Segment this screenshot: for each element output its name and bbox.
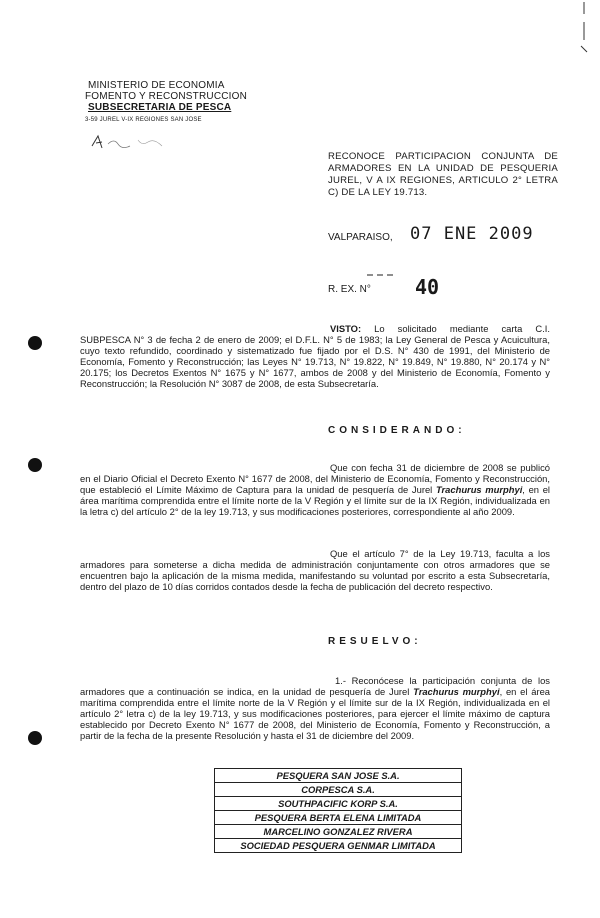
visto-text: Lo solicitado mediante carta C.I. SUBPESCA N° 3 de fecha 2 de enero de 2009; el D.F.L. N° 5 de 1983; la Ley General de Pesca y Acuicultura, cuyo texto refundido, coordinado y sistematizado fue fijado por el D.S. N° 430 de 1991, del Ministerio de Economía, Fomento y Reconstrucción; las Leyes N° 19.713, N° 19.822, N° 19.849, N° 19.880, N° 20.174 y N° 20.175; los Decretos Exentos N° 1675 y N° 1677, ambos de 2008 y del Ministerio de Economía, Fomento y Reconstrucción; la Resolución N° 3087 de 2008, de esta Subsecretaría. [80,323,550,389]
table-row [215,769,462,783]
considerando-heading: CONSIDERANDO: [328,425,466,436]
date-stamp: 07 ENE 2009 [410,224,534,244]
number-stamp-marks [365,270,405,280]
company-name: SOCIEDAD PESQUERA GENMAR LIMITADA [215,839,462,853]
resolution-title: RECONOCE PARTICIPACION CONJUNTA DE ARMADORES EN LA UNIDAD DE PESQUERIA JUREL, V A IX REGIONES, ARTICULO 2° LETRA C) DE LA LEY 19.713. [328,151,558,198]
table-row [215,825,462,839]
resolution-label: R. EX. N° [328,284,371,295]
handwritten-initials [88,132,178,154]
place: VALPARAISO, [328,232,393,243]
table-row [215,839,462,853]
visto-paragraph [80,323,550,389]
species-name: Trachurus murphyi [413,686,500,697]
visto-label: VISTO: [330,323,362,334]
company-name: PESQUERA BERTA ELENA LIMITADA [215,811,462,825]
table-row [215,783,462,797]
punch-hole-bottom [28,731,42,745]
issuer-header [85,80,247,126]
file-reference: 3-59 JUREL V-IX REGIONES SAN JOSE [85,117,202,123]
considerando-paragraph-2: Que el artículo 7° de la Ley 19.713, faculta a los armadores para someterse a dicha medida de administración conjuntamente con otros armadores que se encuentren bajo la aplicación de la misma medida, manifestando su voluntad por escrito a esta Subsecretaría, dentro del plazo de 10 días corridos contados desde la fecha de publicación del decreto respectivo. [80,548,550,592]
resolution-number: 40 [415,275,440,299]
subsecretaria-name: SUBSECRETARIA DE PESCA [88,102,232,113]
companies-table [214,768,462,853]
table-row [215,811,462,825]
punch-hole-top [28,336,42,350]
punch-hole-middle [28,458,42,472]
resuelvo-paragraph-1: 1.- Reconócese la participación conjunta de los armadores que a continuación se indica, en la unidad de pesquería de Jurel Trachurus murphyi, en el área marítima comprendida entre el límite norte de la V Región y el límite sur de la IX Región, individualizada en el artículo 2° letra c) de la ley 19.713, y sus modificaciones posteriores, para ejercer el límite máximo de captura establecido por Decreto Exento N° 1677 de 2008, del Ministerio de Economía, Fomento y Reconstrucción, a partir de la fecha de la presente Resolución y hasta el 31 de diciembre del 2009. [80,675,550,741]
company-name: CORPESCA S.A. [215,783,462,797]
table-row [215,797,462,811]
company-name: PESQUERA SAN JOSE S.A. [215,769,462,783]
ministry-subname: FOMENTO Y RECONSTRUCCION [85,91,248,102]
company-name: MARCELINO GONZALEZ RIVERA [215,825,462,839]
resuelvo-heading: RESUELVO: [328,636,422,647]
ministry-name: MINISTERIO DE ECONOMIA [88,80,225,91]
margin-marks [578,0,598,60]
company-name: SOUTHPACIFIC KORP S.A. [215,797,462,811]
species-name: Trachurus murphyi [435,484,523,495]
considerando-paragraph-1: Que con fecha 31 de diciembre de 2008 se publicó en el Diario Oficial el Decreto Exento N° 1677 de 2008, del Ministerio de Economía, Fomento y Reconstrucción, que estableció el Límite Máximo de Captura para la unidad de pesquería de Jurel Trachurus murphyi, en el área marítima comprendida entre el límite norte de la V Región y el límite sur de la IX Región, individualizada en la letra c) del artículo 2° de la ley 19.713, y sus modificaciones posteriores, correspondiente al año 2009. [80,462,550,517]
